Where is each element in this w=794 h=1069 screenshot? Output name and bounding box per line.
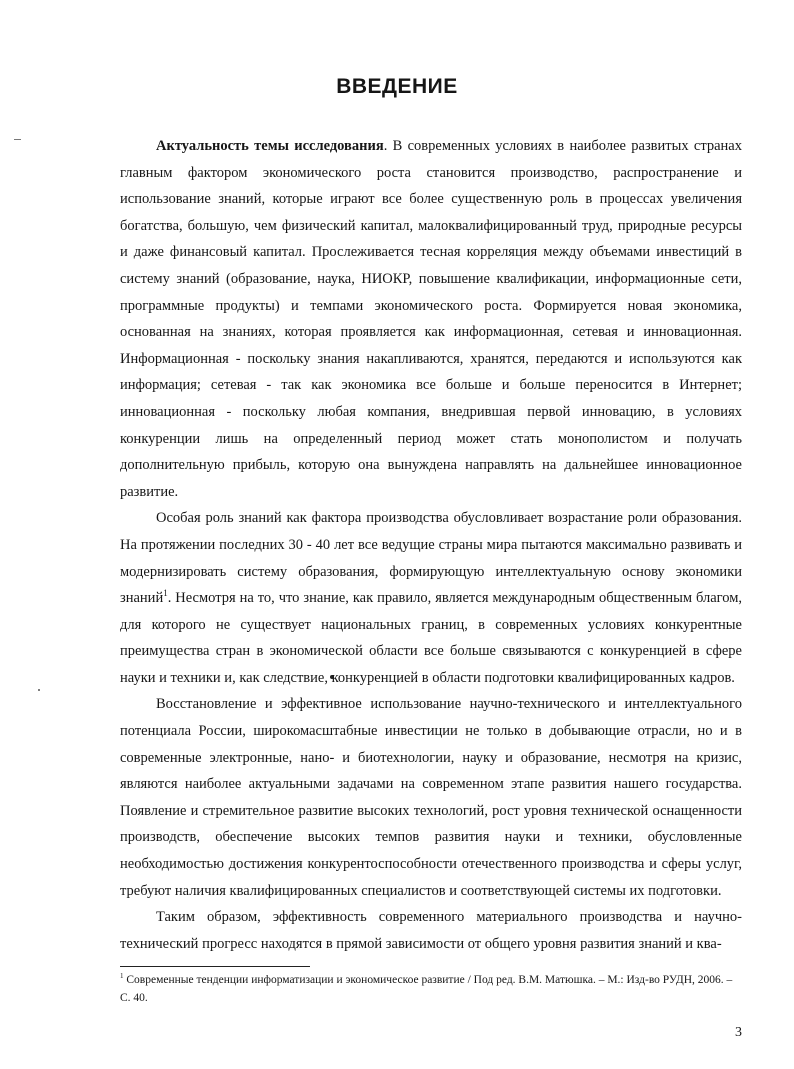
footnote-text: Современные тенденции информатизации и экономическое развитие / Под ред. В.М. Матюшка. – М.: Изд-во РУДН, 2006. – С. 40. <box>120 974 733 1004</box>
paragraph-text: Таким образом, эффективность современного материального производства и научно-технический прогресс находятся в прямой зависимости от общего уровня развития знаний и ква- <box>120 909 742 952</box>
paragraph-text: Особая роль знаний как фактора производства обусловливает возрастание роли образования. На протяжении последних 30 - 40 лет все ведущие страны мира пытаются максимально развивать и модернизировать систему образования, формирующую интеллектуальную основу экономики знаний <box>120 510 742 607</box>
page-title: ВВЕДЕНИЕ <box>336 75 458 98</box>
footnote <box>120 972 742 1007</box>
paragraph-russia-potential <box>120 691 742 904</box>
scan-dot <box>38 689 40 691</box>
body-text <box>120 133 742 957</box>
paragraph-relevance <box>120 133 742 505</box>
paragraph-education-role <box>120 505 742 691</box>
scan-mark <box>14 139 21 140</box>
paragraph-text: Восстановление и эффективное использование научно-технического и интеллектуального потенциала России, широкомасштабные инвестиции не только в добывающие отрасли, но и в современные электронные, нано- и биотехнологии, науку и образование, несмотря на кризис, являются наиболее актуальными задачами на современном этапе развития нашего государства. Появление и стремительное развитие высоких технологий, рост уровня технической оснащенности производств, обеспечение высоких темпов развития науки и техники, обусловленные необходимостью достижения конкурентоспособности отечественного производства и сферы услуг, требуют наличия квалифицированных специалистов и соответствующей системы их подготовки. <box>120 696 742 899</box>
paragraph-conclusion <box>120 904 742 957</box>
page-number: 3 <box>735 1025 742 1040</box>
footnote-divider <box>120 966 310 967</box>
paragraph-lead: Актуальность темы исследования <box>156 138 384 154</box>
paragraph-text: . Несмотря на то, что знание, как правило, является международным общественным благом, для которого не существует национальных границ, в современных условиях конкурентные преимущества стран в экономической области все больше связываются с конкуренцией в сфере науки и техники и, как следствие, конкуренцией в области подготовки квалифицированных кадров. <box>120 590 742 686</box>
footnote-marker: 1 <box>120 972 124 981</box>
footnote-reference: 1 <box>163 588 168 599</box>
paragraph-text: . В современных условиях в наиболее развитых странах главным фактором экономического роста становится производство, распространение и использование знаний, которые играют все более существенную роль в процессах увеличения богатства, большую, чем физический капитал, малоквалифицированный труд, природные ресурсы и даже финансовый капитал. Прослеживается тесная корреляция между объемами инвестиций в систему знаний (образование, наука, НИОКР, повышение квалификации, информационные сети, программные продукты) и темпами экономического роста. Формируется новая экономика, основанная на знаниях, которая проявляется как информационная, сетевая и инновационная. Информационная - поскольку знания накапливаются, хранятся, передаются и используются как информация; сетевая - так как экономика все больше и больше переносится в Интернет; инновационная - поскольку любая компания, внедрившая первой инновацию, в условиях конкуренции лишь на определенный период может стать монополистом и получать дополнительную прибыль, которую она вынуждена направлять на дальнейшее инновационное развитие. <box>120 138 742 500</box>
